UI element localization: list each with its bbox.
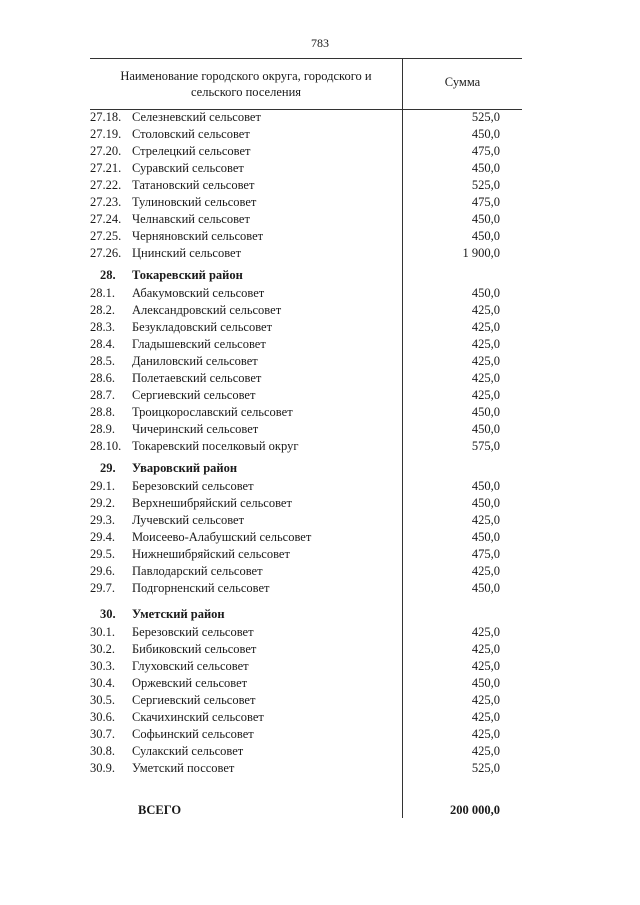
table-row bbox=[90, 126, 522, 143]
row-num: 30.5. bbox=[90, 693, 115, 707]
row-num: 30.1. bbox=[90, 625, 115, 639]
table-row bbox=[90, 302, 522, 319]
row-num: 28.2. bbox=[90, 303, 115, 317]
table-row bbox=[90, 658, 522, 675]
row-num: 28.10. bbox=[90, 439, 122, 453]
row-sum: 425,0 bbox=[471, 371, 500, 385]
table-row bbox=[90, 709, 522, 726]
section-num: 29. bbox=[100, 461, 116, 475]
row-sum: 425,0 bbox=[471, 303, 500, 317]
row-name: Безукладовский сельсовет bbox=[132, 320, 273, 334]
table-row bbox=[90, 580, 522, 597]
row-name: Даниловский сельсовет bbox=[132, 354, 258, 368]
section-num: 30. bbox=[100, 607, 116, 621]
row-num: 30.2. bbox=[90, 642, 115, 656]
table-row bbox=[90, 478, 522, 495]
row-name: Скачихинский сельсовет bbox=[132, 710, 264, 724]
row-num: 30.8. bbox=[90, 744, 115, 758]
row-sum: 450,0 bbox=[471, 422, 500, 436]
row-num: 30.9. bbox=[90, 761, 115, 775]
table-row bbox=[90, 319, 522, 336]
table-row bbox=[90, 109, 522, 126]
column-header-sum: Сумма bbox=[444, 75, 481, 89]
table-row bbox=[90, 641, 522, 658]
total-row bbox=[90, 803, 522, 823]
row-num: 27.25. bbox=[90, 229, 122, 243]
table-row bbox=[90, 438, 522, 455]
row-name: Бибиковский сельсовет bbox=[132, 642, 257, 656]
table-row bbox=[90, 160, 522, 177]
table-row bbox=[90, 760, 522, 777]
row-num: 27.24. bbox=[90, 212, 122, 226]
table-row bbox=[90, 675, 522, 692]
row-num: 29.2. bbox=[90, 496, 115, 510]
row-num: 27.19. bbox=[90, 127, 122, 141]
row-name: Троицкорославский сельсовет bbox=[132, 405, 293, 419]
row-sum: 475,0 bbox=[471, 547, 500, 561]
table-row bbox=[90, 529, 522, 546]
table-row bbox=[90, 726, 522, 743]
row-name: Верхнешибряйский сельсовет bbox=[132, 496, 292, 510]
row-num: 28.4. bbox=[90, 337, 115, 351]
row-sum: 425,0 bbox=[471, 320, 500, 334]
table-row bbox=[90, 228, 522, 245]
row-num: 30.3. bbox=[90, 659, 115, 673]
row-num: 27.26. bbox=[90, 246, 122, 260]
row-num: 29.6. bbox=[90, 564, 115, 578]
row-name: Тулиновский сельсовет bbox=[132, 195, 257, 209]
table-row bbox=[90, 421, 522, 438]
total-label: ВСЕГО bbox=[138, 803, 182, 817]
row-sum: 425,0 bbox=[471, 625, 500, 639]
row-sum: 450,0 bbox=[471, 581, 500, 595]
row-num: 27.21. bbox=[90, 161, 122, 175]
row-sum: 425,0 bbox=[471, 744, 500, 758]
page-number: 783 bbox=[311, 36, 329, 50]
row-sum: 450,0 bbox=[471, 286, 500, 300]
row-name: Сергиевский сельсовет bbox=[132, 388, 256, 402]
table-row bbox=[90, 563, 522, 580]
row-name: Оржевский сельсовет bbox=[132, 676, 248, 690]
row-num: 29.7. bbox=[90, 581, 115, 595]
table-body bbox=[90, 109, 522, 777]
row-num: 28.8. bbox=[90, 405, 115, 419]
row-name: Черняновский сельсовет bbox=[132, 229, 264, 243]
row-num: 29.1. bbox=[90, 479, 115, 493]
row-sum: 425,0 bbox=[471, 727, 500, 741]
row-sum: 450,0 bbox=[471, 530, 500, 544]
table-row bbox=[90, 370, 522, 387]
row-sum: 425,0 bbox=[471, 693, 500, 707]
total-sum: 200 000,0 bbox=[450, 803, 500, 817]
table-row bbox=[90, 353, 522, 370]
row-sum: 525,0 bbox=[471, 110, 500, 124]
row-num: 28.6. bbox=[90, 371, 115, 385]
row-name: Павлодарский сельсовет bbox=[132, 564, 263, 578]
row-sum: 425,0 bbox=[471, 659, 500, 673]
row-sum: 425,0 bbox=[471, 564, 500, 578]
table-row bbox=[90, 245, 522, 262]
table-row bbox=[90, 211, 522, 228]
row-num: 28.9. bbox=[90, 422, 115, 436]
row-name: Стрелецкий сельсовет bbox=[132, 144, 251, 158]
row-sum: 425,0 bbox=[471, 388, 500, 402]
section-num: 28. bbox=[100, 268, 116, 282]
row-num: 28.5. bbox=[90, 354, 115, 368]
row-sum: 1 900,0 bbox=[462, 246, 500, 260]
row-sum: 425,0 bbox=[471, 337, 500, 351]
table-row bbox=[90, 743, 522, 760]
row-sum: 525,0 bbox=[471, 178, 500, 192]
section-header-row bbox=[90, 459, 522, 478]
table-row bbox=[90, 336, 522, 353]
table-row bbox=[90, 512, 522, 529]
table-row bbox=[90, 177, 522, 194]
row-name: Нижнешибряйский сельсовет bbox=[132, 547, 290, 561]
row-sum: 425,0 bbox=[471, 710, 500, 724]
row-num: 27.23. bbox=[90, 195, 122, 209]
table-row bbox=[90, 546, 522, 563]
row-sum: 450,0 bbox=[471, 229, 500, 243]
table-row bbox=[90, 692, 522, 709]
row-num: 28.3. bbox=[90, 320, 115, 334]
row-name: Чичеринский сельсовет bbox=[132, 422, 259, 436]
row-name: Суравский сельсовет bbox=[132, 161, 244, 175]
table-row bbox=[90, 387, 522, 404]
row-num: 28.1. bbox=[90, 286, 115, 300]
row-name: Березовский сельсовет bbox=[132, 625, 254, 639]
row-num: 29.3. bbox=[90, 513, 115, 527]
row-num: 27.22. bbox=[90, 178, 122, 192]
table-row bbox=[90, 143, 522, 160]
table-row bbox=[90, 404, 522, 421]
row-name: Цнинский сельсовет bbox=[132, 246, 242, 260]
column-header-name bbox=[90, 68, 402, 100]
row-name: Полетаевский сельсовет bbox=[132, 371, 262, 385]
row-name: Челнавский сельсовет bbox=[132, 212, 250, 226]
row-sum: 425,0 bbox=[471, 513, 500, 527]
row-sum: 450,0 bbox=[471, 496, 500, 510]
row-sum: 425,0 bbox=[471, 642, 500, 656]
row-sum: 525,0 bbox=[471, 761, 500, 775]
row-num: 27.20. bbox=[90, 144, 122, 158]
row-name: Подгорненский сельсовет bbox=[132, 581, 270, 595]
row-name: Моисеево-Алабушский сельсовет bbox=[132, 530, 312, 544]
section-title: Уметский район bbox=[132, 607, 225, 621]
row-name: Селезневский сельсовет bbox=[132, 110, 261, 124]
row-sum: 450,0 bbox=[471, 405, 500, 419]
row-sum: 475,0 bbox=[471, 144, 500, 158]
row-num: 27.18. bbox=[90, 110, 122, 124]
row-num: 29.4. bbox=[90, 530, 115, 544]
row-name: Токаревский поселковый округ bbox=[132, 439, 299, 453]
row-name: Гладышевский сельсовет bbox=[132, 337, 266, 351]
table-row bbox=[90, 194, 522, 211]
row-name: Лучевский сельсовет bbox=[132, 513, 245, 527]
row-num: 30.7. bbox=[90, 727, 115, 741]
row-sum: 450,0 bbox=[471, 479, 500, 493]
row-name: Березовский сельсовет bbox=[132, 479, 254, 493]
row-num: 28.7. bbox=[90, 388, 115, 402]
row-name: Глуховский сельсовет bbox=[132, 659, 249, 673]
section-header-row bbox=[90, 266, 522, 285]
table-row bbox=[90, 624, 522, 641]
row-name: Татановский сельсовет bbox=[132, 178, 255, 192]
column-header-name-line1: Наименование городского округа, городского и bbox=[120, 69, 372, 83]
table-row bbox=[90, 285, 522, 302]
row-name: Уметский поссовет bbox=[132, 761, 235, 775]
column-header-name-line2: сельского поселения bbox=[190, 85, 302, 99]
section-title: Токаревский район bbox=[132, 268, 243, 282]
row-sum: 475,0 bbox=[471, 195, 500, 209]
row-name: Александровский сельсовет bbox=[132, 303, 282, 317]
row-sum: 425,0 bbox=[471, 354, 500, 368]
row-num: 30.6. bbox=[90, 710, 115, 724]
table-top-rule bbox=[90, 58, 522, 59]
row-name: Софьинский сельсовет bbox=[132, 727, 254, 741]
row-num: 30.4. bbox=[90, 676, 115, 690]
row-spacer bbox=[90, 597, 522, 605]
row-name: Сергиевский сельсовет bbox=[132, 693, 256, 707]
section-header-row bbox=[90, 605, 522, 624]
row-sum: 450,0 bbox=[471, 212, 500, 226]
table-row bbox=[90, 495, 522, 512]
row-sum: 450,0 bbox=[471, 127, 500, 141]
row-name: Сулакский сельсовет bbox=[132, 744, 244, 758]
row-sum: 450,0 bbox=[471, 676, 500, 690]
row-num: 29.5. bbox=[90, 547, 115, 561]
row-name: Столовский сельсовет bbox=[132, 127, 250, 141]
row-sum: 450,0 bbox=[471, 161, 500, 175]
row-name: Абакумовский сельсовет bbox=[132, 286, 265, 300]
section-title: Уваровский район bbox=[132, 461, 238, 475]
row-sum: 575,0 bbox=[471, 439, 500, 453]
